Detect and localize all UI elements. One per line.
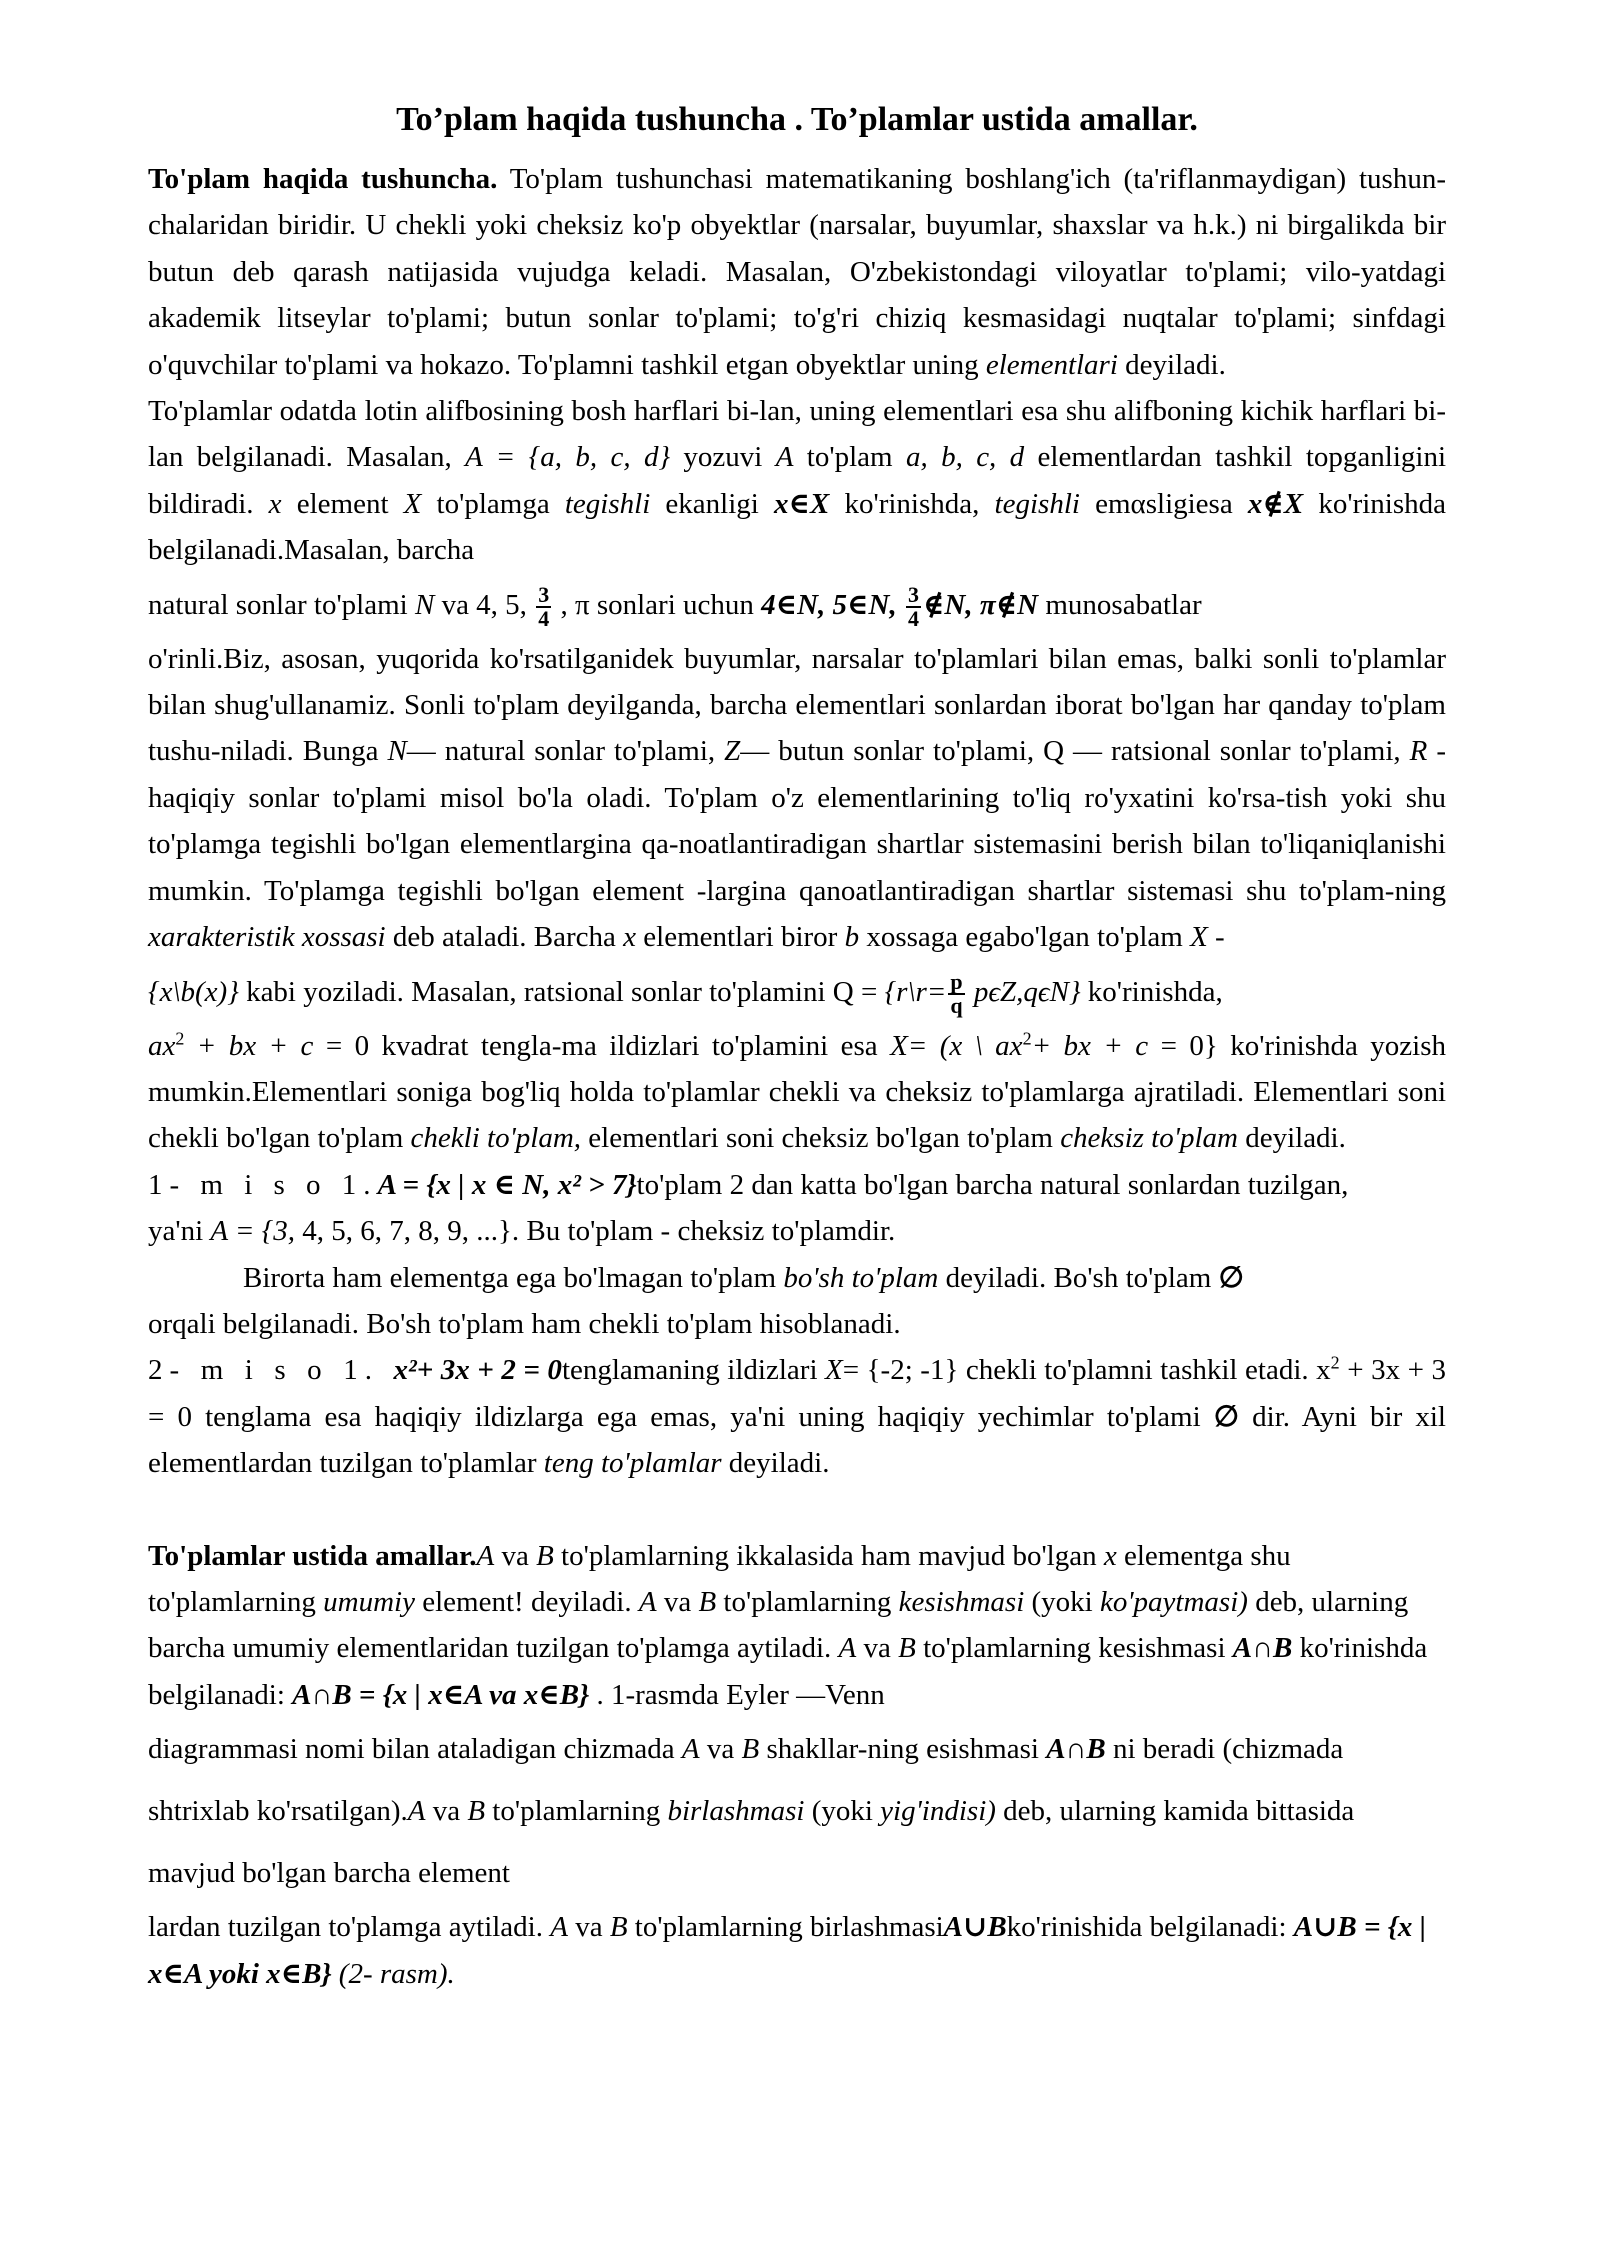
text: deyiladi. — [721, 1447, 830, 1480]
figure-reference: (2- rasm). — [331, 1957, 455, 1990]
math-x: x — [623, 921, 637, 954]
term-elements: elementlari — [985, 348, 1118, 381]
math-set-a-values: A = {3, — [210, 1215, 296, 1248]
section-heading-definition: To'plam haqida tushuncha. — [148, 163, 498, 195]
paragraph-operations: To'plamlar ustida amallar.A va B to'plamlarning ikkalasida ham mavjud bo'lgan x elementga shu to'plamlarning umumiy element! deyiladi. A va B to'plamlarning kesishmasi (yoki ko'paytmasi) deb, ularning barcha umumiy elementlaridan tuzilgan to'plamga aytiladi. A va B to'plamlarning kesishmasi A∩B ko'rinishda belgilanadi: A∩B = {x | x∈A va x∈B} . 1-rasmda Eyler —Venn — [148, 1539, 1428, 1711]
paragraph-number-sets — [148, 636, 1446, 961]
math-example-2-equation: x²+ 3x + 2 = 0 — [393, 1354, 562, 1387]
example-label: 2- m i s o 1. — [148, 1354, 394, 1387]
text: ko'rinishda belgilanadi.Masalan, barcha — [148, 487, 1447, 567]
text: ko'rinishda, — [1080, 975, 1223, 1008]
text: deb ataladi. Barcha — [385, 921, 624, 954]
text: + 3x + 3 = 0 tenglama esa haqiqiy ildizlarga ega emas, ya'ni uning haqiqiy yechimlar to'plami — [148, 1354, 1446, 1433]
text: 4, 5, 6, 7, 8, 9, ...}. Bu to'plam - cheksiz to'plamdir. — [295, 1215, 896, 1248]
math-union: A∪B — [943, 1911, 1007, 1944]
example-label: 1- m i s o 1. — [148, 1168, 378, 1201]
math-x: x — [268, 487, 282, 520]
term-tegishli: tegishli — [564, 487, 651, 520]
text: elementlari soni cheksiz bo'lgan to'plam — [581, 1122, 1061, 1155]
paragraph-empty-set — [148, 1255, 1446, 1348]
term-product: ko'paytmasi) — [1099, 1585, 1248, 1618]
math-intersection: A∩B — [1232, 1632, 1293, 1665]
math-Z: Z — [724, 735, 741, 768]
paragraph-union: diagrammasi nomi bilan ataladigan chizmada A va B shakllar-ning esishmasi A∩B ni beradi (chizmada shtrixlab ko'rsatilgan).A va B to'plamlarning birlashmasi (yoki yig'indisi) deb, ularning kamida bittasida mavjud bo'lgan barcha element — [148, 1733, 1355, 1890]
text: deyiladi. — [1117, 348, 1226, 381]
math-N: N — [387, 735, 407, 768]
math-intersection: A∩B — [1046, 1733, 1106, 1766]
fraction-p-over-q: $\frac{p}{q}$ — [950, 968, 963, 1018]
math-membership: 4∈N, 5∈N, — [761, 588, 904, 621]
spacer — [148, 1487, 1446, 1533]
math-X: X — [403, 487, 422, 520]
math-rational-condition: pϵZ,qϵN} — [966, 975, 1081, 1008]
math-union-definition: A∪B = {x | x∈A yoki x∈B} — [148, 1911, 1427, 1990]
text: - — [1207, 921, 1225, 954]
text: elementlardan tashkil topganligini bildiradi. — [148, 441, 1447, 520]
paragraph-example-2: 2- m i s o 1. x²+ 3x + 2 = 0tenglamaning ildizlari X= {-2; -1} chekli to'plamni tashkil etadi. $x^2 + 3x + 3 = 0$ tenglama esa haqiqiy ildizlarga ega emas, ya'ni uning haqiqiy yechimlar to'plami ∅ dir. Ayni bir xil elementlardan tuzilgan to'plamlar teng to'plamlar deyiladi. — [148, 1352, 1446, 1480]
text: deyiladi. Bo'sh to'plam — [938, 1261, 1219, 1294]
math-example-1-set: A = {x | x ∈ N, x² > 7} — [377, 1168, 637, 1201]
math-b: b — [844, 921, 860, 954]
math-X: X — [1190, 921, 1208, 954]
text: ekanligi — [650, 487, 774, 520]
section-heading-operations: To'plamlar ustida amallar. — [148, 1539, 477, 1572]
text: ko'rinishda, — [829, 487, 995, 520]
math-x: x — [1103, 1539, 1117, 1572]
text: emαsligiesa — [1079, 487, 1248, 520]
math-N: N — [414, 588, 435, 621]
text: To'plamlar odatda lotin alifbosining bosh harflari bi-lan, uning elementlari esa shu alifboning kichik harflari bi-lan belgilanadi. Masalan, — [148, 395, 1446, 474]
text: ya'ni — [148, 1215, 211, 1248]
page-title: To’plam haqida tushuncha . To’plamlar ustida amallar. — [396, 101, 1198, 138]
math-x-in-X: x∈X — [774, 487, 830, 520]
paragraph-definition — [148, 156, 1446, 388]
fraction-three-quarters: $\frac{3}{4}$ — [538, 582, 550, 631]
text: to'plamga — [421, 487, 565, 520]
text: = 0} ko'rinishda yozish mumkin.Elementlari soniga bog'liq holda to'plamlar chekli va cheksiz to'plamlarga ajratiladi. Elementlari soni chekli bo'lgan to'plam — [148, 1029, 1446, 1155]
text: o'rinli.Biz, asosan, yuqorida ko'rsatilganidek buyumlar, narsalar to'plamlari bilan emas, balki sonli to'plamlar bilan shug'ullanamiz. Sonli to'plam deyilganda, barcha elementlari sonlardan iborat bo'lgan har qanday to'plam tushu-niladi. Bunga — [148, 642, 1446, 768]
text: = 0 kvadrat tengla-ma ildizlari to'plamini esa — [313, 1029, 891, 1062]
text: va 4, 5, — [434, 588, 535, 621]
math-root-set: X= (x \ ax — [890, 1029, 1023, 1062]
text: tenglamaning ildizlari — [561, 1354, 826, 1387]
paragraph-notation — [148, 388, 1446, 574]
fraction-three-quarters: $\frac{3}{4}$ — [907, 582, 919, 631]
math-abcd: a, b, c, d — [905, 441, 1025, 474]
term-union: birlashmasi — [667, 1795, 805, 1828]
term-sum: yig'indisi) — [880, 1795, 996, 1828]
text: to'plam 2 dan katta bo'lgan barcha natural sonlardan tuzilgan, — [636, 1168, 1349, 1201]
text: munosabatlar — [1038, 588, 1202, 621]
paragraph-natural-example — [148, 574, 1446, 636]
text: To'plam tushunchasi matematikaning boshlang'ich (ta'riflanmaydigan) tushun-chalaridan biridir. U chekli yoki cheksiz ko'p obyektlar (narsalar, buyumlar, shaxslar va h.k.) ni birgalikda bir butun deb qarash natijasida vujudga keladi. Masalan, O'zbekistondagi viloyatlar to'plami; vilo-yatdagi akademik litseylar to'plami; butun sonlar to'plami; to'g'ri chiziq kesmasidagi nuqtalar to'plami; sinfdagi o'quvchilar to'plami va hokazo. To'plamni tashkil etgan obyektlar uning — [148, 163, 1446, 381]
text: - haqiqiy sonlar to'plami misol bo'la oladi. To'plam o'z elementlarining to'liq ro'yxatini ko'rsa-tish yoki shu to'plamga tegishli bo'lgan elementlargina qa-noatlantiradigan shartlar sistemasini berish bilan to'liqaniqlanishi mumkin. To'plamga tegishli bo'lgan element -largina qanoatlantiradigan shartlar sistemasi shu to'plam-ning — [148, 735, 1446, 907]
text: = {-2; -1} chekli to'plamni tashkil etadi. x — [842, 1354, 1331, 1387]
math-root-set: + bx + c — [1031, 1029, 1149, 1062]
math-A: A — [476, 1539, 495, 1572]
paragraph-rational-set — [148, 961, 1446, 1023]
math-intersection-definition: A∩B = {x | x∈A va x∈B} — [292, 1678, 590, 1711]
math-X: X — [825, 1354, 843, 1387]
term-finite-set: chekli to'plam, — [410, 1122, 582, 1155]
math-a: A — [775, 441, 794, 474]
term-characteristic-property: xarakteristik xossasi — [148, 921, 386, 954]
text: yozuvi — [670, 441, 776, 474]
math-rational-set: {r\r= — [884, 975, 947, 1008]
math-x-notin-X: x∉X — [1247, 487, 1304, 520]
text: kabi yoziladi. Masalan, ratsional sonlar to'plamini Q = — [238, 975, 885, 1008]
term-common: umumiy — [323, 1585, 415, 1618]
text: xossaga egabo'lgan to'plam — [859, 921, 1191, 954]
text: — butun sonlar to'plami, Q — ratsional sonlar to'plami, — [740, 735, 1410, 768]
term-infinite-set: cheksiz to'plam — [1060, 1122, 1238, 1155]
term-equal-sets: teng to'plamlar — [543, 1447, 722, 1480]
text: natural sonlar to'plami — [148, 588, 415, 621]
text: dir. Ayni bir xil elementlardan tuzilgan to'plamlar — [148, 1400, 1446, 1480]
math-bx-c: + bx + c — [184, 1029, 314, 1062]
paragraph-example-1 — [148, 1162, 1446, 1255]
text: element — [281, 487, 404, 520]
empty-set-symbol: ∅ — [1218, 1261, 1244, 1294]
empty-set-symbol: ∅ — [1213, 1400, 1240, 1433]
math-ax: ax — [148, 1029, 176, 1062]
text: elementlari biror — [636, 921, 845, 954]
text: to'plam — [793, 441, 906, 474]
text: orqali belgilanadi. Bo'sh to'plam ham chekli to'plam hisoblanadi. — [148, 1307, 901, 1340]
term-tegishli: tegishli — [994, 487, 1080, 520]
term-empty-set: bo'sh to'plam — [783, 1261, 939, 1294]
math-set-builder: {x\b(x)} — [148, 975, 239, 1008]
text: — natural sonlar to'plami, — [406, 735, 725, 768]
math-R: R — [1409, 735, 1428, 768]
text: deyiladi. — [1237, 1122, 1346, 1155]
math-B: B — [536, 1539, 554, 1572]
text: Birorta ham elementga ega bo'lmagan to'plam — [243, 1261, 784, 1294]
math-non-membership: ∉N, π∉N — [922, 588, 1039, 621]
paragraph-quadratic-finite: $ax^2$ + bx + c = 0 kvadrat tengla-ma ildizlari to'plamini esa X= (x \ $ax^2+$ bx + c = 0} ko'rinishda yozish mumkin.Elementlari soniga bog'liq holda to'plamlar chekli va cheksiz to'plamlarga ajratiladi. Elementlari soni chekli bo'lgan to'plam chekli to'plam, elementlari soni cheksiz bo'lgan to'plam cheksiz to'plam deyiladi. — [148, 1027, 1446, 1155]
paragraph-union-definition: lardan tuzilgan to'plamga aytiladi. A va B to'plamlarning birlashmasiA∪Bko'rinishida belgilanadi: A∪B = {x | x∈A yoki x∈B} (2- rasm). — [148, 1911, 1427, 1990]
text: , π sonlari uchun — [553, 588, 762, 621]
math-set-a: A = {a, b, c, d} — [465, 441, 671, 474]
term-intersection: kesishmasi — [898, 1585, 1025, 1618]
